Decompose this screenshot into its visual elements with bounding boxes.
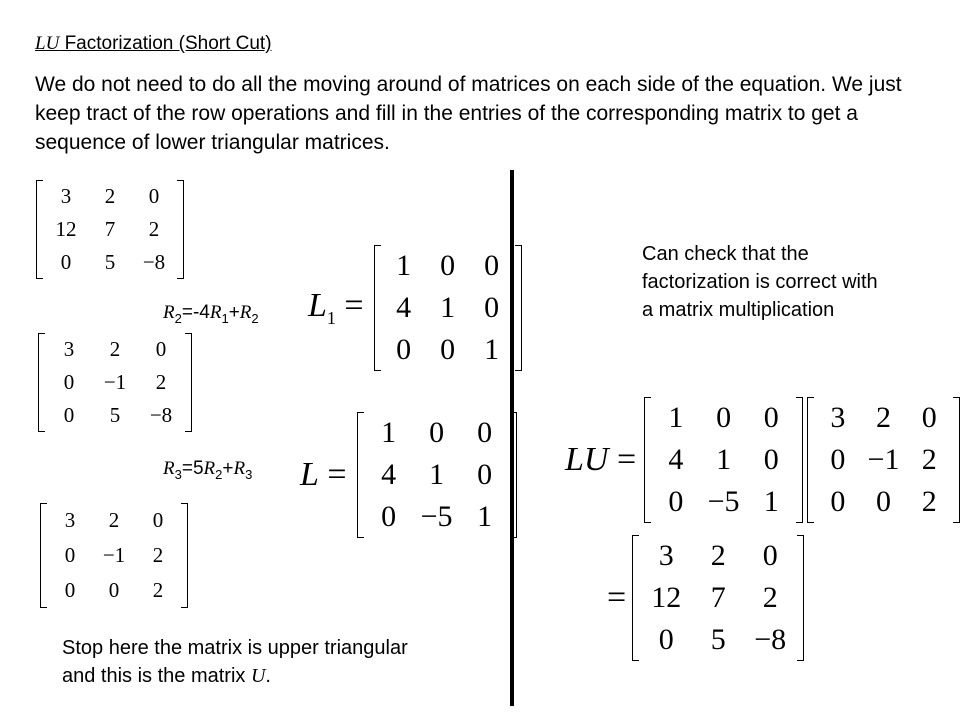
op2-eq: =5 bbox=[181, 458, 204, 479]
matrix-row bbox=[815, 481, 952, 523]
matrix-u bbox=[40, 503, 188, 608]
matrix-cell: 0 bbox=[64, 578, 76, 602]
lu-letters: LU bbox=[565, 441, 609, 478]
matrix-a1 bbox=[38, 333, 192, 432]
matrix-cell: 1 bbox=[668, 401, 684, 434]
matrix-cell: 0 bbox=[63, 370, 75, 394]
l1-equals: = bbox=[344, 287, 364, 325]
matrix-row bbox=[46, 399, 184, 432]
matrix-cell: 3 bbox=[830, 401, 846, 434]
matrix-cell: 1 bbox=[440, 291, 456, 324]
matrix-cell: 0 bbox=[396, 333, 412, 366]
matrix-table bbox=[815, 397, 952, 523]
lu-equals: = bbox=[616, 441, 637, 478]
title-lu: LU bbox=[35, 33, 60, 54]
op2-plus: + bbox=[222, 458, 234, 479]
op1-r3: R bbox=[239, 302, 252, 323]
l-equals: = bbox=[327, 456, 347, 493]
matrix-cell: −8 bbox=[142, 250, 166, 274]
matrix-cell: 0 bbox=[148, 184, 160, 208]
matrix-row bbox=[382, 287, 514, 329]
matrix-cell: 0 bbox=[152, 508, 164, 532]
op2-r3: R bbox=[233, 458, 246, 479]
matrix-cell: 7 bbox=[104, 217, 116, 241]
lu-equation bbox=[565, 397, 960, 523]
op1-eq: =-4 bbox=[181, 302, 210, 323]
stop-note-line2 bbox=[62, 662, 502, 690]
stop-note-u: U bbox=[250, 665, 266, 687]
l-equation bbox=[300, 412, 517, 538]
matrix-cell: 2 bbox=[921, 485, 937, 518]
matrix-row bbox=[652, 481, 795, 523]
l1-letter: L bbox=[308, 287, 327, 325]
matrix-cell: 3 bbox=[658, 539, 674, 572]
op1-r2: R bbox=[209, 302, 222, 323]
matrix-cell: 3 bbox=[63, 337, 75, 361]
matrix-cell: 0 bbox=[477, 416, 493, 449]
matrix-cell: 12 bbox=[55, 217, 77, 241]
matrix-row bbox=[652, 397, 795, 439]
matrix-cell: 2 bbox=[155, 370, 167, 394]
matrix-table bbox=[44, 180, 176, 279]
matrix-cell: −1 bbox=[867, 443, 900, 476]
matrix-lu-l bbox=[644, 397, 803, 523]
matrix-cell: 2 bbox=[152, 543, 164, 567]
matrix-lu-result bbox=[632, 535, 804, 661]
op2-r: R bbox=[163, 458, 175, 479]
op2-r3-sub: 3 bbox=[245, 466, 253, 482]
stop-note bbox=[62, 634, 502, 690]
matrix-cell: 0 bbox=[155, 337, 167, 361]
matrix-row bbox=[46, 366, 184, 399]
matrix-row bbox=[365, 496, 509, 538]
op2-r2-sub: 2 bbox=[215, 466, 223, 482]
stop-note-pre: and this is the matrix bbox=[62, 665, 251, 687]
matrix-row bbox=[815, 397, 952, 439]
matrix-table bbox=[640, 535, 796, 661]
matrix-row bbox=[365, 412, 509, 454]
l1-equation bbox=[308, 245, 522, 371]
matrix-cell: −1 bbox=[102, 543, 126, 567]
matrix-cell: 0 bbox=[658, 623, 674, 656]
row-operation-2 bbox=[163, 458, 252, 482]
matrix-cell: 0 bbox=[762, 539, 778, 572]
matrix-row bbox=[365, 454, 509, 496]
matrix-cell: 2 bbox=[762, 581, 778, 614]
matrix-cell: 0 bbox=[381, 500, 397, 533]
matrix-cell: 0 bbox=[440, 333, 456, 366]
matrix-cell: 2 bbox=[108, 508, 120, 532]
op1-r: R bbox=[163, 302, 175, 323]
check-note: Can check that the factorization is correct with a matrix multiplication bbox=[642, 243, 878, 321]
matrix-cell: 0 bbox=[429, 416, 445, 449]
stop-note-line1: Stop here the matrix is upper triangular bbox=[62, 637, 408, 659]
matrix-cell: 0 bbox=[60, 250, 72, 274]
matrix-cell: −8 bbox=[754, 623, 787, 656]
matrix-a1-wrap bbox=[38, 333, 192, 432]
matrix-table bbox=[652, 397, 795, 523]
lu-result-equation bbox=[607, 535, 804, 661]
l1-sub: 1 bbox=[326, 307, 336, 328]
lu-result-equals: = bbox=[607, 579, 627, 616]
matrix-cell: 0 bbox=[108, 578, 120, 602]
matrix-cell: 2 bbox=[152, 578, 164, 602]
matrix-cell: 0 bbox=[484, 291, 500, 324]
matrix-cell: 0 bbox=[477, 458, 493, 491]
matrix-row bbox=[48, 538, 180, 573]
op1-r3-sub: 2 bbox=[251, 310, 259, 326]
matrix-row bbox=[44, 246, 176, 279]
matrix-row bbox=[382, 329, 514, 371]
matrix-cell: 2 bbox=[109, 337, 121, 361]
l-letter: L bbox=[300, 456, 319, 493]
matrix-row bbox=[382, 245, 514, 287]
matrix-row bbox=[48, 503, 180, 538]
matrix-row bbox=[44, 213, 176, 246]
matrix-cell: 0 bbox=[668, 485, 684, 518]
matrix-cell: 5 bbox=[109, 403, 121, 427]
matrix-cell: 0 bbox=[830, 485, 846, 518]
matrix-u-wrap bbox=[40, 503, 188, 608]
matrix-row bbox=[640, 535, 796, 577]
matrix-cell: 12 bbox=[651, 581, 682, 614]
matrix-table bbox=[48, 503, 180, 608]
l1-label bbox=[308, 287, 364, 329]
matrix-cell: 0 bbox=[64, 543, 76, 567]
matrix-cell: 2 bbox=[710, 539, 726, 572]
matrix-a-wrap bbox=[36, 180, 184, 279]
matrix-cell: 1 bbox=[763, 485, 779, 518]
matrix-cell: 0 bbox=[876, 485, 892, 518]
matrix-cell: 4 bbox=[668, 443, 684, 476]
op1-plus: + bbox=[228, 302, 240, 323]
op2-r-sub: 3 bbox=[174, 466, 182, 482]
matrix-row bbox=[46, 333, 184, 366]
stop-note-post: . bbox=[265, 665, 271, 687]
matrix-cell: 0 bbox=[63, 403, 75, 427]
matrix-l1 bbox=[374, 245, 522, 371]
op1-r2-sub: 1 bbox=[221, 310, 229, 326]
matrix-cell: 7 bbox=[710, 581, 726, 614]
matrix-cell: 0 bbox=[763, 443, 779, 476]
matrix-cell: 0 bbox=[921, 401, 937, 434]
matrix-row bbox=[640, 619, 796, 661]
matrix-table bbox=[382, 245, 514, 371]
matrix-cell: 3 bbox=[64, 508, 76, 532]
matrix-table bbox=[365, 412, 509, 538]
matrix-cell: 0 bbox=[716, 401, 732, 434]
matrix-row bbox=[48, 573, 180, 608]
matrix-a bbox=[36, 180, 184, 279]
matrix-cell: 0 bbox=[763, 401, 779, 434]
matrix-cell: 4 bbox=[396, 291, 412, 324]
matrix-cell: 3 bbox=[60, 184, 72, 208]
matrix-cell: 4 bbox=[381, 458, 397, 491]
matrix-row bbox=[652, 439, 795, 481]
matrix-row bbox=[815, 439, 952, 481]
matrix-lu-u bbox=[807, 397, 960, 523]
matrix-l bbox=[357, 412, 517, 538]
matrix-cell: −5 bbox=[420, 500, 453, 533]
op2-r2: R bbox=[203, 458, 216, 479]
row-operation-1 bbox=[163, 302, 259, 326]
matrix-cell: −8 bbox=[149, 403, 173, 427]
matrix-cell: 1 bbox=[477, 500, 493, 533]
title-rest: Factorization (Short Cut) bbox=[59, 33, 272, 54]
matrix-cell: 0 bbox=[440, 249, 456, 282]
matrix-cell: 2 bbox=[876, 401, 892, 434]
matrix-cell: 2 bbox=[921, 443, 937, 476]
intro-paragraph: We do not need to do all the moving around of matrices on each side of the equation. We just keep tract of the row operations and fill in the entries of the corresponding matrix to get a sequence of lower triangular matrices. bbox=[35, 73, 902, 154]
matrix-cell: 5 bbox=[104, 250, 116, 274]
l-label bbox=[300, 456, 347, 494]
matrix-cell: 1 bbox=[484, 333, 500, 366]
matrix-cell: 0 bbox=[830, 443, 846, 476]
matrix-cell: 1 bbox=[429, 458, 445, 491]
matrix-table bbox=[46, 333, 184, 432]
matrix-cell: 2 bbox=[148, 217, 160, 241]
matrix-cell: −1 bbox=[103, 370, 127, 394]
matrix-cell: 1 bbox=[716, 443, 732, 476]
matrix-cell: 1 bbox=[381, 416, 397, 449]
matrix-cell: 5 bbox=[710, 623, 726, 656]
matrix-row bbox=[640, 577, 796, 619]
matrix-cell: 1 bbox=[396, 249, 412, 282]
lu-label bbox=[565, 441, 636, 479]
matrix-cell: 2 bbox=[104, 184, 116, 208]
op1-r-sub: 2 bbox=[174, 310, 182, 326]
page-title bbox=[35, 33, 272, 55]
matrix-cell: −5 bbox=[707, 485, 740, 518]
matrix-row bbox=[44, 180, 176, 213]
matrix-cell: 0 bbox=[484, 249, 500, 282]
